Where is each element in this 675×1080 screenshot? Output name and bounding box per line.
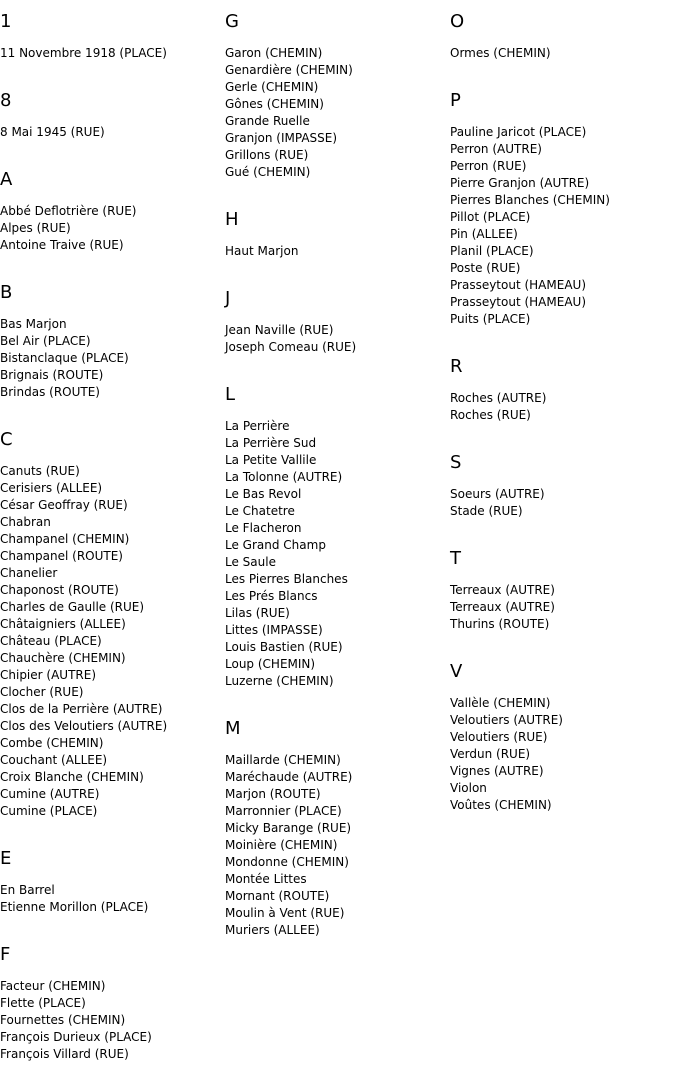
letter-heading: S — [450, 452, 462, 473]
street-list — [450, 124, 675, 328]
street-item: Maillarde (CHEMIN) — [225, 753, 341, 767]
street-list — [225, 322, 450, 356]
letter-heading: 1 — [0, 11, 12, 32]
street-list — [0, 203, 225, 254]
street-item: Puits (PLACE) — [450, 312, 531, 326]
street-item: Moulin à Vent (RUE) — [225, 906, 345, 920]
street-list — [0, 45, 225, 62]
street-list — [0, 978, 225, 1063]
letter-heading: C — [0, 429, 13, 450]
street-item: Clos de la Perrière (AUTRE) — [0, 702, 163, 716]
street-item: Châtaigniers (ALLEE) — [0, 617, 126, 631]
letter-heading: F — [0, 944, 11, 965]
letter-group — [225, 707, 450, 939]
street-item: Micky Barange (RUE) — [225, 821, 352, 835]
street-item: Luzerne (CHEMIN) — [225, 674, 334, 688]
street-item: Mondonne (CHEMIN) — [225, 855, 349, 869]
letter-heading: A — [0, 169, 13, 190]
street-item: Couchant (ALLEE) — [0, 753, 108, 767]
letter-group — [450, 79, 675, 328]
street-item: 11 Novembre 1918 (PLACE) — [0, 46, 167, 60]
street-item: Cumine (AUTRE) — [0, 787, 100, 801]
index-column-2 — [225, 0, 450, 956]
street-list — [450, 390, 675, 424]
letter-heading: T — [450, 548, 461, 569]
street-item: Fournettes (CHEMIN) — [0, 1013, 126, 1027]
letter-heading: B — [0, 282, 13, 303]
street-item: Cerisiers (ALLEE) — [0, 481, 103, 495]
letter-group — [225, 0, 450, 181]
letter-group — [450, 345, 675, 424]
street-item: Canuts (RUE) — [0, 464, 80, 478]
street-item: Marjon (ROUTE) — [225, 787, 321, 801]
street-item: Loup (CHEMIN) — [225, 657, 316, 671]
street-item: Jean Naville (RUE) — [225, 323, 334, 337]
street-item: Prasseytout (HAMEAU) — [450, 295, 586, 309]
letter-heading: J — [225, 288, 231, 309]
letter-group — [225, 373, 450, 690]
street-item: Veloutiers (RUE) — [450, 730, 548, 744]
street-item: Joseph Comeau (RUE) — [225, 340, 357, 354]
street-item: Chauchère (CHEMIN) — [0, 651, 126, 665]
street-item: Verdun (RUE) — [450, 747, 531, 761]
street-item: Chanelier — [0, 566, 58, 580]
street-item: Perron (AUTRE) — [450, 142, 542, 156]
letter-group — [0, 0, 225, 62]
street-item: Etienne Morillon (PLACE) — [0, 900, 149, 914]
street-item: Muriers (ALLEE) — [225, 923, 320, 937]
street-item: Prasseytout (HAMEAU) — [450, 278, 586, 292]
street-list — [225, 752, 450, 939]
letter-group — [0, 418, 225, 820]
index-column-1 — [0, 0, 225, 1080]
street-item: Le Saule — [225, 555, 276, 569]
street-item: Ormes (CHEMIN) — [450, 46, 551, 60]
letter-group — [0, 158, 225, 254]
street-item: César Geoffray (RUE) — [0, 498, 128, 512]
street-item: Le Grand Champ — [225, 538, 326, 552]
street-item: Maréchaude (AUTRE) — [225, 770, 353, 784]
street-item: En Barrel — [0, 883, 55, 897]
street-item: Soeurs (AUTRE) — [450, 487, 545, 501]
street-item: Le Chatetre — [225, 504, 295, 518]
street-item: Alpes (RUE) — [0, 221, 71, 235]
letter-group — [0, 933, 225, 1063]
street-item: Cumine (PLACE) — [0, 804, 98, 818]
street-item: Veloutiers (AUTRE) — [450, 713, 563, 727]
street-item: Chipier (AUTRE) — [0, 668, 97, 682]
letter-group — [450, 537, 675, 633]
letter-group — [0, 79, 225, 141]
street-list — [225, 243, 450, 260]
street-item: Chabran — [0, 515, 51, 529]
street-item: Perron (RUE) — [450, 159, 527, 173]
letter-group — [450, 650, 675, 814]
street-item: Champanel (CHEMIN) — [0, 532, 130, 546]
street-item: La Perrière Sud — [225, 436, 317, 450]
letter-group — [0, 271, 225, 401]
street-item: Violon — [450, 781, 487, 795]
letter-heading: L — [225, 384, 236, 405]
street-item: La Perrière — [225, 419, 290, 433]
street-item: Gué (CHEMIN) — [225, 165, 311, 179]
street-item: Gônes (CHEMIN) — [225, 97, 324, 111]
letter-group — [225, 198, 450, 260]
street-item: Vignes (AUTRE) — [450, 764, 544, 778]
street-item: Pin (ALLEE) — [450, 227, 518, 241]
street-item: La Petite Vallile — [225, 453, 317, 467]
street-item: Bistanclaque (PLACE) — [0, 351, 129, 365]
street-list — [450, 695, 675, 814]
street-list — [225, 45, 450, 181]
street-item: Stade (RUE) — [450, 504, 523, 518]
street-list — [450, 45, 675, 62]
street-item: Clocher (RUE) — [0, 685, 84, 699]
letter-heading: H — [225, 209, 239, 230]
street-item: François Durieux (PLACE) — [0, 1030, 152, 1044]
street-item: Croix Blanche (CHEMIN) — [0, 770, 144, 784]
street-item: Facteur (CHEMIN) — [0, 979, 106, 993]
street-item: Terreaux (AUTRE) — [450, 600, 555, 614]
street-item: Brindas (ROUTE) — [0, 385, 100, 399]
letter-heading: 8 — [0, 90, 12, 111]
street-item: Grande Ruelle — [225, 114, 310, 128]
street-item: Terreaux (AUTRE) — [450, 583, 555, 597]
street-item: La Tolonne (AUTRE) — [225, 470, 343, 484]
letter-heading: O — [450, 11, 465, 32]
letter-group — [0, 837, 225, 916]
street-item: Garon (CHEMIN) — [225, 46, 323, 60]
street-item: Combe (CHEMIN) — [0, 736, 104, 750]
letter-heading: R — [450, 356, 463, 377]
street-item: Genardière (CHEMIN) — [225, 63, 353, 77]
street-item: Pierres Blanches (CHEMIN) — [450, 193, 610, 207]
street-list — [225, 418, 450, 690]
street-item: Le Flacheron — [225, 521, 302, 535]
street-item: Lilas (RUE) — [225, 606, 290, 620]
street-item: Poste (RUE) — [450, 261, 521, 275]
street-item: Planil (PLACE) — [450, 244, 534, 258]
street-item: Roches (AUTRE) — [450, 391, 547, 405]
street-item: Gerle (CHEMIN) — [225, 80, 319, 94]
street-item: Mornant (ROUTE) — [225, 889, 330, 903]
street-item: Antoine Traive (RUE) — [0, 238, 124, 252]
street-item: Montée Littes — [225, 872, 307, 886]
letter-heading: M — [225, 718, 241, 739]
street-item: Granjon (IMPASSE) — [225, 131, 338, 145]
street-item: Flette (PLACE) — [0, 996, 86, 1010]
street-list — [0, 124, 225, 141]
street-item: Charles de Gaulle (RUE) — [0, 600, 145, 614]
street-item: François Villard (RUE) — [0, 1047, 129, 1061]
street-item: Pillot (PLACE) — [450, 210, 531, 224]
street-item: Champanel (ROUTE) — [0, 549, 123, 563]
street-item: Roches (RUE) — [450, 408, 531, 422]
street-item: Vallèle (CHEMIN) — [450, 696, 551, 710]
letter-heading: G — [225, 11, 239, 32]
street-item: Le Bas Revol — [225, 487, 302, 501]
street-item: Château (PLACE) — [0, 634, 102, 648]
street-item: Les Prés Blancs — [225, 589, 318, 603]
street-item: Chaponost (ROUTE) — [0, 583, 119, 597]
street-item: Pierre Granjon (AUTRE) — [450, 176, 590, 190]
street-list — [450, 486, 675, 520]
letter-heading: P — [450, 90, 461, 111]
street-item: Moinière (CHEMIN) — [225, 838, 338, 852]
index-column-3 — [450, 0, 675, 831]
street-item: Bas Marjon — [0, 317, 67, 331]
street-item: Pauline Jaricot (PLACE) — [450, 125, 587, 139]
street-list — [0, 463, 225, 820]
street-item: Thurins (ROUTE) — [450, 617, 550, 631]
street-list — [0, 882, 225, 916]
street-item: Haut Marjon — [225, 244, 299, 258]
street-item: Bel Air (PLACE) — [0, 334, 91, 348]
street-item: Clos des Veloutiers (AUTRE) — [0, 719, 168, 733]
street-list — [0, 316, 225, 401]
letter-group — [450, 441, 675, 520]
street-item: Louis Bastien (RUE) — [225, 640, 343, 654]
letter-heading: E — [0, 848, 12, 869]
street-list — [450, 582, 675, 633]
street-item: Voûtes (CHEMIN) — [450, 798, 552, 812]
letter-group — [450, 0, 675, 62]
street-item: Brignais (ROUTE) — [0, 368, 104, 382]
letter-group — [225, 277, 450, 356]
street-item: Abbé Deflotrière (RUE) — [0, 204, 137, 218]
street-item: Grillons (RUE) — [225, 148, 309, 162]
street-item: Les Pierres Blanches — [225, 572, 348, 586]
street-item: Littes (IMPASSE) — [225, 623, 323, 637]
street-item: 8 Mai 1945 (RUE) — [0, 125, 105, 139]
street-item: Marronnier (PLACE) — [225, 804, 342, 818]
letter-heading: V — [450, 661, 463, 682]
